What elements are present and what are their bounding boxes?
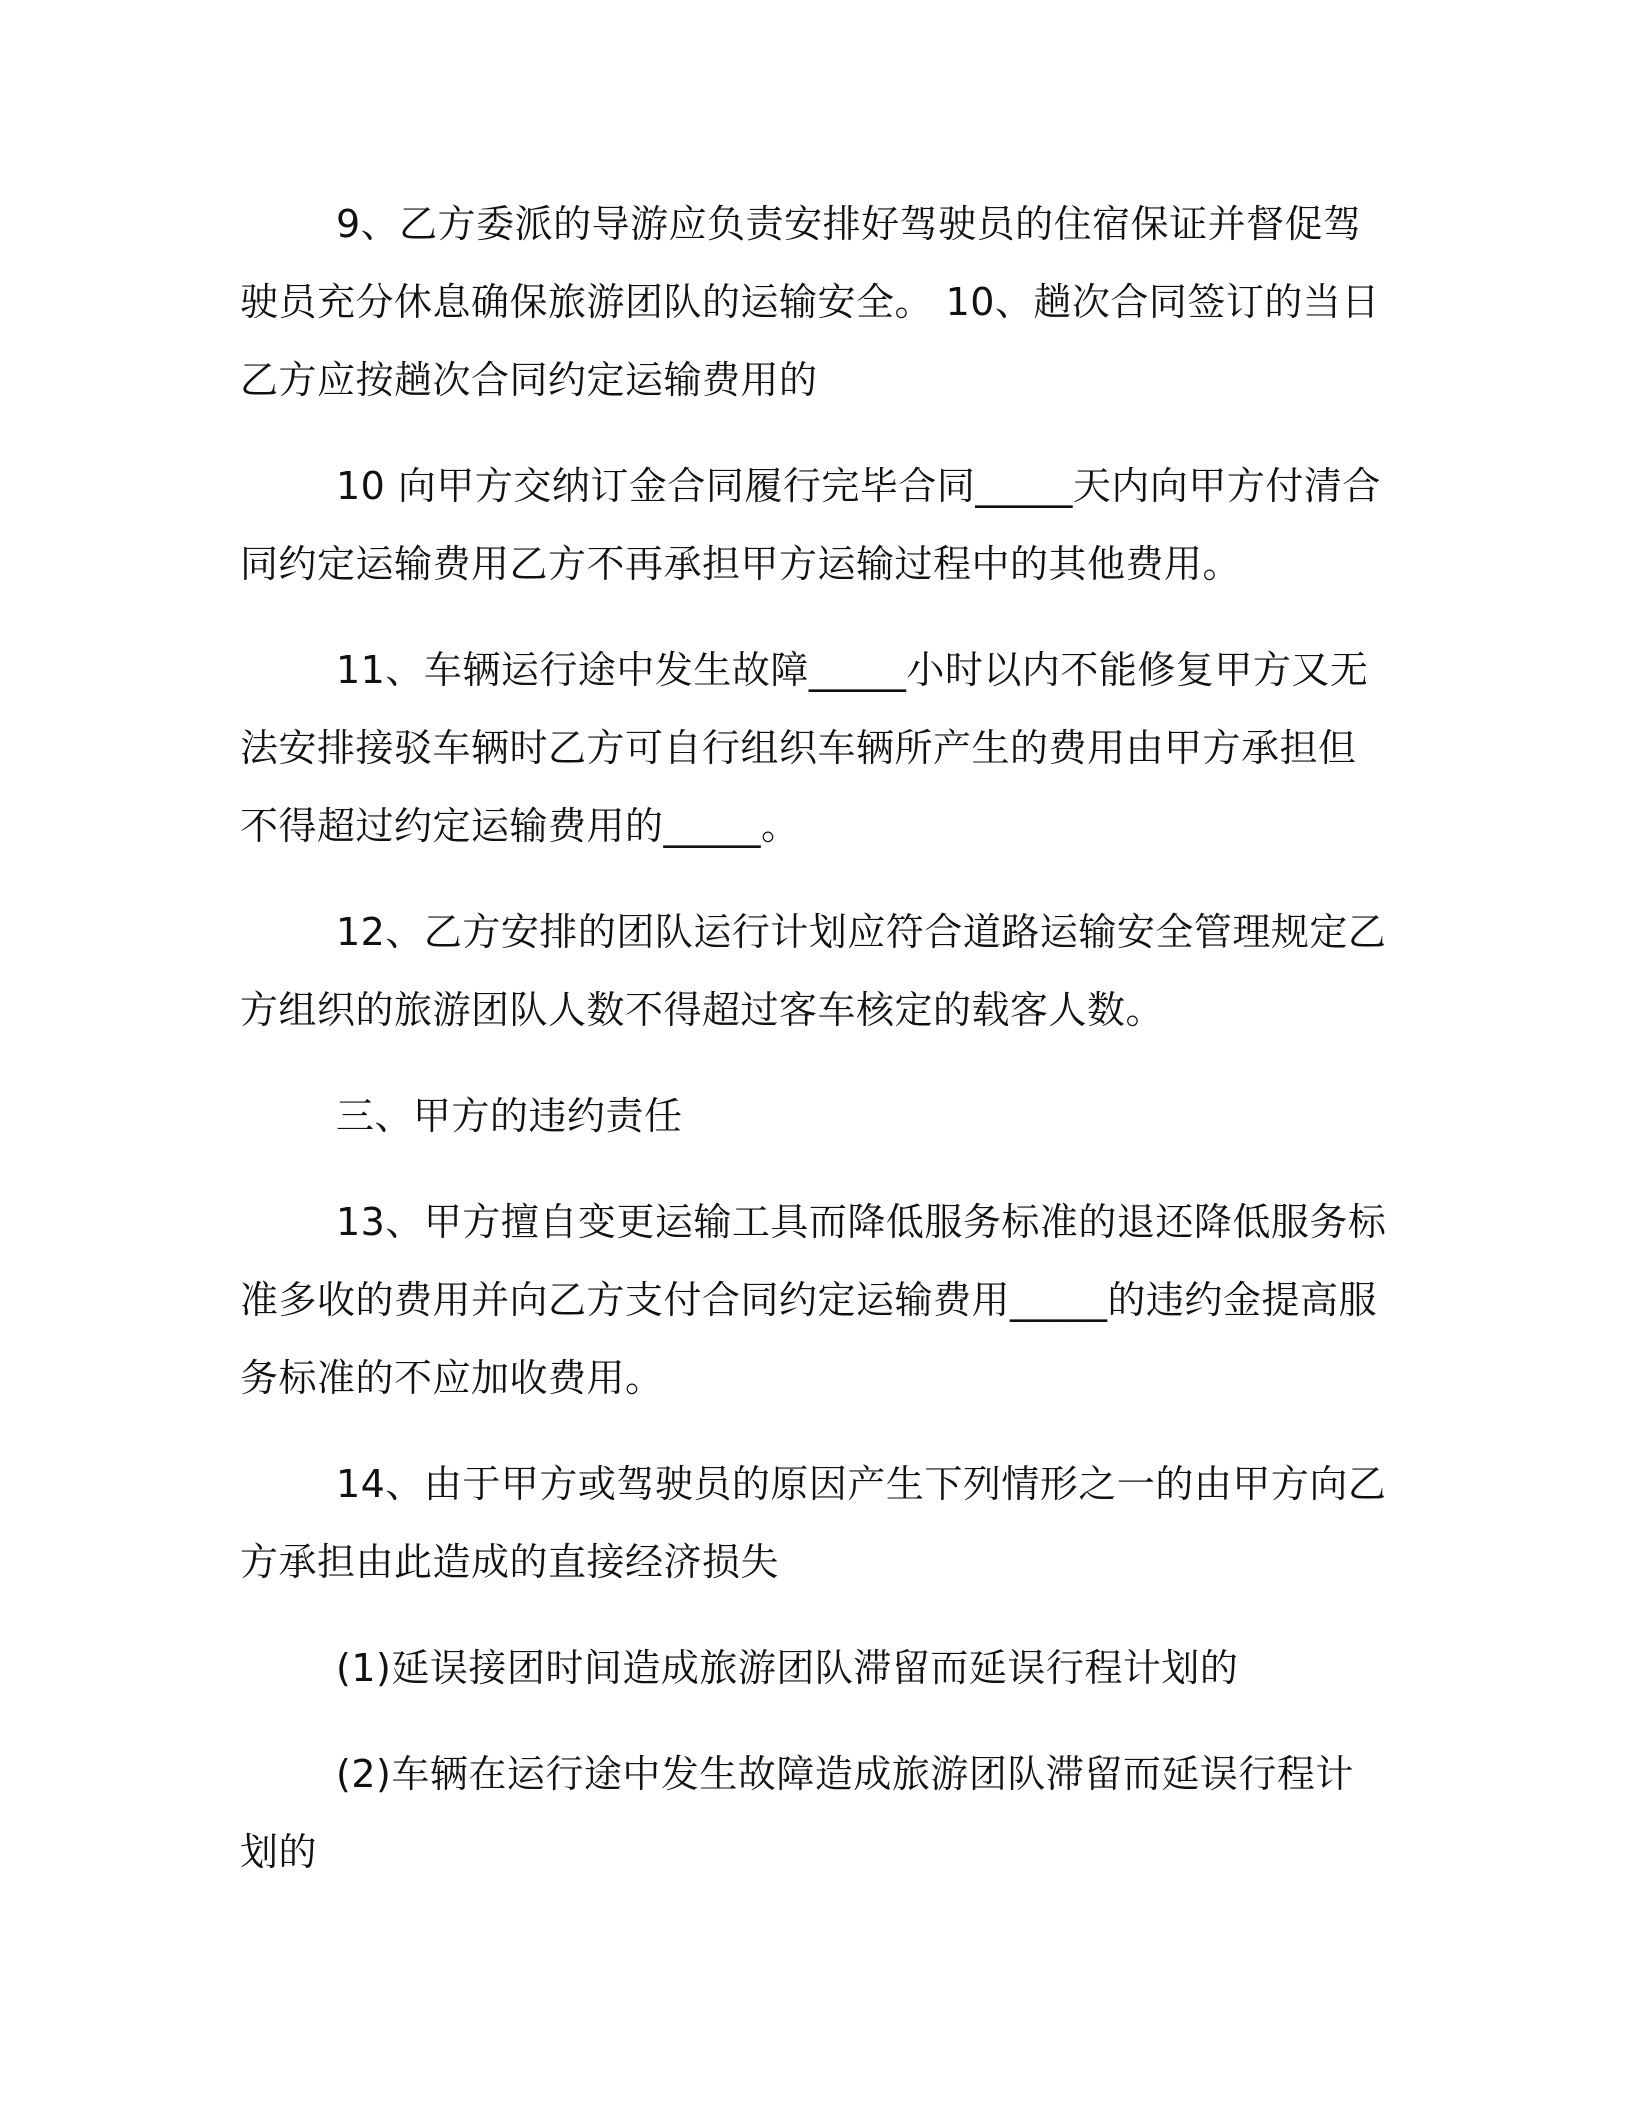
paragraph-clause-14: 14、由于甲方或驾驶员的原因产生下列情形之一的由甲方向乙方承担由此造成的直接经济损失 <box>240 1462 1387 1584</box>
paragraph-item-2: (2)车辆在运行途中发生故障造成旅游团队滞留而延误行程计划的 <box>240 1752 1354 1874</box>
paragraph-clause-9: 9、乙方委派的导游应负责安排好驾驶员的住宿保证并督促驾驶员充分休息确保旅游团队的运输安全。 10、趟次合同签订的当日乙方应按趟次合同约定运输费用的 <box>240 202 1380 402</box>
paragraph-clause-11: 11、车辆运行途中发生故障_____小时以内不能修复甲方又无法安排接驳车辆时乙方可自行组织车辆所产生的费用由甲方承担但不得超过约定运输费用的_____。 <box>240 648 1369 848</box>
paragraph-clause-12: 12、乙方安排的团队运行计划应符合道路运输安全管理规定乙方组织的旅游团队人数不得超过客车核定的载客人数。 <box>240 910 1387 1032</box>
document-body <box>240 185 1390 1919</box>
paragraph-item-1: (1)延误接团时间造成旅游团队滞留而延误行程计划的 <box>336 1646 1239 1690</box>
paragraph-clause-13: 13、甲方擅自变更运输工具而降低服务标准的退还降低服务标准多收的费用并向乙方支付合同约定运输费用_____的违约金提高服务标准的不应加收费用。 <box>240 1200 1387 1400</box>
section-heading: 三、甲方的违约责任 <box>336 1094 683 1138</box>
paragraph-deposit: 10 向甲方交纳订金合同履行完毕合同_____天内向甲方付清合同约定运输费用乙方不再承担甲方运输过程中的其他费用。 <box>240 464 1381 586</box>
